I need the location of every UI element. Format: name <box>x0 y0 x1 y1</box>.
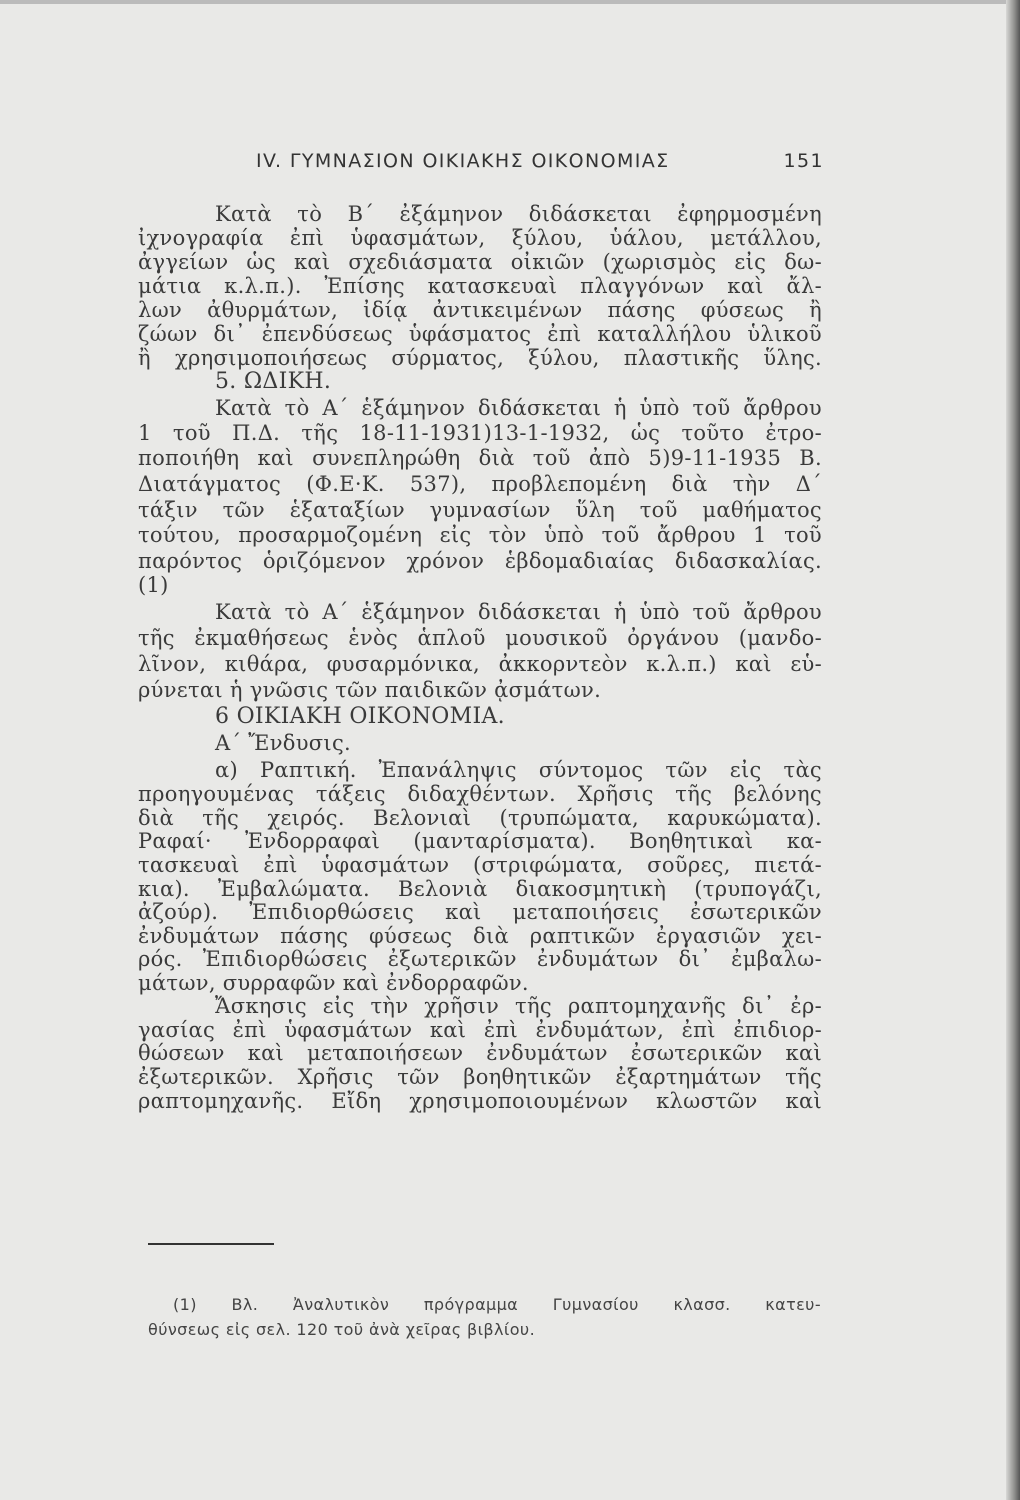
text-line: Ραφαί· Ἐνδορραφαὶ (μανταρίσματα). Βοηθητικαὶ κα- <box>138 829 822 853</box>
text-line: ἢ χρησιμοποιήσεως σύρματος, ξύλου, πλαστικῆς ὕλης. <box>138 346 822 370</box>
text-line: διὰ τῆς χειρός. Βελονιαὶ (τρυπώματα, καρυκώματα). <box>138 806 822 830</box>
text-line: τούτου, προσαρμοζομένη εἰς τὸν ὑπὸ τοῦ ἄρθρου 1 τοῦ <box>138 523 822 547</box>
text-line: μάτων, συρραφῶν καὶ ἐνδορραφῶν. <box>138 971 529 995</box>
page-top-edge <box>0 0 1020 4</box>
text-line: ρός. Ἐπιδιορθώσεις ἐξωτερικῶν ἐνδυμάτων δι᾽ ἐμβαλω- <box>138 947 822 971</box>
text-line: (1) <box>138 573 169 597</box>
text-line: προηγουμένας τάξεις διδαχθέντων. Χρῆσις τῆς βελόνης <box>138 782 822 806</box>
text-line: ρύνεται ἡ γνῶσις τῶν παιδικῶν ᾀσμάτων. <box>138 678 602 702</box>
text-line: ἀγγείων ὡς καὶ σχεδιάσματα οἰκιῶν (χωρισμὸς εἰς δω- <box>138 250 822 274</box>
text-line: λῖνον, κιθάρα, φυσαρμόνικα, ἀκκορντεὸν κ.λ.π.) καὶ εὑ- <box>138 652 822 676</box>
text-line: τάξιν τῶν ἑξαταξίων γυμνασίων ὕλη τοῦ μαθήματος <box>138 498 822 522</box>
text-line: ἀζούρ). Ἐπιδιορθώσεις καὶ μεταποιήσεις ἐσωτερικῶν <box>138 900 822 924</box>
text-line: Διατάγματος (Φ.Ε·Κ. 537), προβλεπομένη διὰ τὴν Δ΄ <box>138 472 822 496</box>
section-heading: 6 ΟΙΚΙΑΚΗ ΟΙΚΟΝΟΜΙΑ. <box>215 704 505 729</box>
text-line: ποποιήθη καὶ συνεπληρώθη διὰ τοῦ ἀπὸ 5)9-11-1935 Β. <box>138 446 822 470</box>
text-line: λων ἀθυρμάτων, ἰδίᾳ ἀντικειμένων πάσης φύσεως ἢ <box>138 298 822 322</box>
text-line: Κατὰ τὸ Β΄ ἐξάμηνον διδάσκεται ἐφηρμοσμένη <box>215 202 822 226</box>
text-line: θώσεων καὶ μεταποιήσεων ἐνδυμάτων ἐσωτερικῶν καὶ <box>138 1041 822 1065</box>
text-line: Κατὰ τὸ Α΄ ἑξάμηνον διδάσκεται ἡ ὑπὸ τοῦ ἄρθρου <box>215 396 822 420</box>
text-line: γασίας ἐπὶ ὑφασμάτων καὶ ἐπὶ ἐνδυμάτων, ἐπὶ ἐπιδιορ- <box>138 1018 822 1042</box>
page-number: 151 <box>783 150 824 172</box>
text-line: Α΄ Ἔνδυσις. <box>215 731 351 755</box>
text-line: τασκευαὶ ἐπὶ ὑφασμάτων (στριφώματα, σοῦρες, πιετά- <box>138 853 822 877</box>
text-line: ἐξωτερικῶν. Χρῆσις τῶν βοηθητικῶν ἐξαρτημάτων τῆς <box>138 1065 822 1089</box>
text-line: μάτια κ.λ.π.). Ἐπίσης κατασκευαὶ πλαγγόνων καὶ ἄλ- <box>138 274 822 298</box>
text-line: τῆς ἐκμαθήσεως ἑνὸς ἁπλοῦ μουσικοῦ ὀργάνου (μανδο- <box>138 626 822 650</box>
footnote-line-1: (1) Βλ. Ἀναλυτικὸν πρόγραμμα Γυμνασίου κλασσ. κατευ- <box>173 1295 821 1314</box>
chapter-title: IV. ΓΥΜΝΑΣΙΟΝ ΟΙΚΙΑΚΗΣ ΟΙΚΟΝΟΜΙΑΣ <box>256 150 670 172</box>
text-line: 1 τοῦ Π.Δ. τῆς 18-11-1931)13-1-1932, ὡς τοῦτο ἐτρο- <box>138 421 822 445</box>
text-line: ζώων δι᾽ ἐπενδύσεως ὑφάσματος ἐπὶ καταλλήλου ὑλικοῦ <box>138 322 822 346</box>
text-line: Κατὰ τὸ Α΄ ἑξάμηνον διδάσκεται ἡ ὑπὸ τοῦ ἄρθρου <box>215 600 822 624</box>
footnote-separator <box>148 1243 274 1245</box>
text-line: ἰχνογραφία ἐπὶ ὑφασμάτων, ξύλου, ὑάλου, μετάλλου, <box>138 226 822 250</box>
text-line: παρόντος ὁριζόμενον χρόνον ἑβδομαδιαίας διδασκαλίας. <box>138 549 822 573</box>
section-heading: 5. ΩΔΙΚΗ. <box>215 369 332 394</box>
text-line: κια). Ἐμβαλώματα. Βελονιὰ διακοσμητικὴ (τρυπογάζι, <box>138 877 822 901</box>
text-line: ραπτομηχανῆς. Εἴδη χρησιμοποιουμένων κλωστῶν καὶ <box>138 1089 822 1113</box>
text-line: ἐνδυμάτων πάσης φύσεως διὰ ραπτικῶν ἐργασιῶν χει- <box>138 924 822 948</box>
footnote-line-2: θύνσεως εἰς σελ. 120 τοῦ ἀνὰ χεῖρας βιβλίου. <box>148 1320 536 1339</box>
book-spine-edge <box>1006 0 1020 1500</box>
running-header <box>256 150 824 172</box>
text-line: Ἄσκησις εἰς τὴν χρῆσιν τῆς ραπτομηχανῆς δι᾽ ἐρ- <box>215 994 822 1018</box>
text-line: α) Ραπτική. Ἐπανάληψις σύντομος τῶν εἰς τὰς <box>215 758 822 782</box>
